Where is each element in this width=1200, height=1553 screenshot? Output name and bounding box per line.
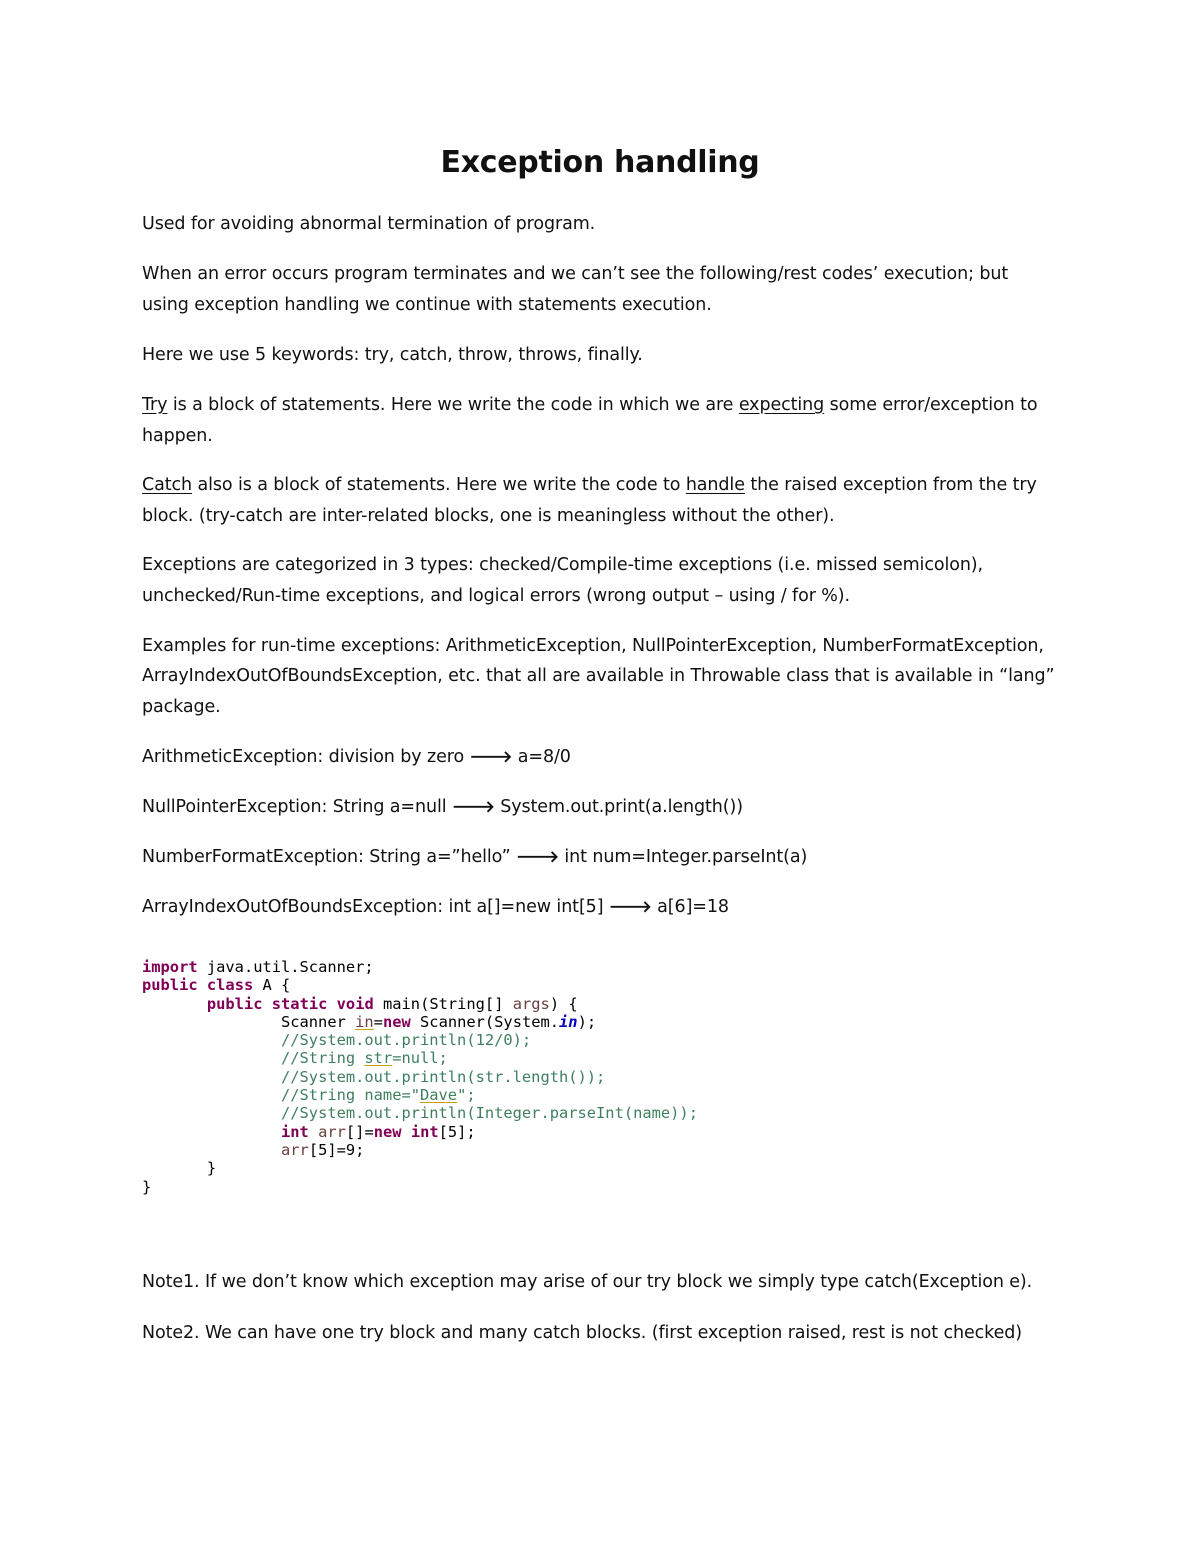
example-code: System.out.print(a.length()) [494,797,743,817]
example-numberformat [142,841,1072,873]
paragraph-catch-line-2: block. (try-catch are inter-related blocks, one is meaningless without the other). [142,506,835,526]
example-nullpointer [142,791,1072,823]
paragraph-categories-line-1: Exceptions are categorized in 3 types: checked/Compile-time exceptions (i.e. missed semicolon), [142,555,983,575]
term-expecting: expecting [738,395,825,415]
example-code: int num=Integer.parseInt(a) [558,847,808,867]
arrow-right-icon: 🡒 [469,747,513,766]
page-title: Exception handling [440,145,760,180]
example-text: NumberFormatException: String a=”hello” [142,847,517,867]
example-text: ArithmeticException: division by zero [142,747,470,767]
paragraph-try-line-1 [142,390,1072,421]
arrow-right-icon: 🡒 [451,797,495,816]
example-text: NullPointerException: String a=null [142,797,452,817]
paragraph-try-line-2: happen. [142,426,213,446]
arrow-right-icon: 🡒 [516,847,559,866]
catch-text-b: the raised exception from the try [744,475,1037,495]
note-2: Note2. We can have one try block and many catch blocks. (first exception raised, rest is not checked) [142,1323,1022,1343]
paragraph-purpose: Used for avoiding abnormal termination of program. [142,214,596,234]
example-code: a[6]=18 [651,897,729,917]
paragraph-catch-line-1 [142,470,1072,501]
catch-text-a: also is a block of statements. Here we write the code to [192,475,686,495]
paragraph-categories-line-2: unchecked/Run-time exceptions, and logical errors (wrong output – using / for %). [142,586,850,606]
example-code: a=8/0 [512,747,571,767]
note-1: Note1. If we don’t know which exception may arise of our try block we simply type catch(Exception e). [142,1272,1033,1292]
example-arithmetic [142,741,1072,773]
paragraph-examples-line-2: ArrayIndexOutOfBoundsException, etc. that all are available in Throwable class that is available in “lang” [142,666,1055,686]
paragraph-error-line-2: using exception handling we continue with statements execution. [142,295,712,315]
try-text-a: is a block of statements. Here we write the code in which we are [167,395,739,415]
example-text: ArrayIndexOutOfBoundsException: int a[]=new int[5] [142,897,609,917]
example-arrayindex [142,891,1072,923]
term-catch: Catch [142,475,193,495]
term-handle: handle [685,475,745,495]
paragraph-keywords: Here we use 5 keywords: try, catch, throw, throws, finally. [142,345,643,365]
term-try: Try [142,395,168,415]
paragraph-error-line-1: When an error occurs program terminates and we can’t see the following/rest codes’ execution; but [142,264,1009,284]
arrow-right-icon: 🡒 [608,897,652,916]
paragraph-examples-line-1: Examples for run-time exceptions: ArithmeticException, NullPointerException, NumberFormatException, [142,636,1044,656]
paragraph-examples-line-3: package. [142,697,221,717]
code-block: import java.util.Scanner; public class A { public static void main(String[] args) { Scanner in=new Scanner(System.in); //System.out.println(12/0); //String str=null; //System.out.println(str.length()); //String name="Dave"; //System.out.println(Integer.parseInt(name)); int arr[]=new int[5]; arr[5]=9; } } [142,958,698,1196]
try-text-b: some error/exception to [824,395,1038,415]
